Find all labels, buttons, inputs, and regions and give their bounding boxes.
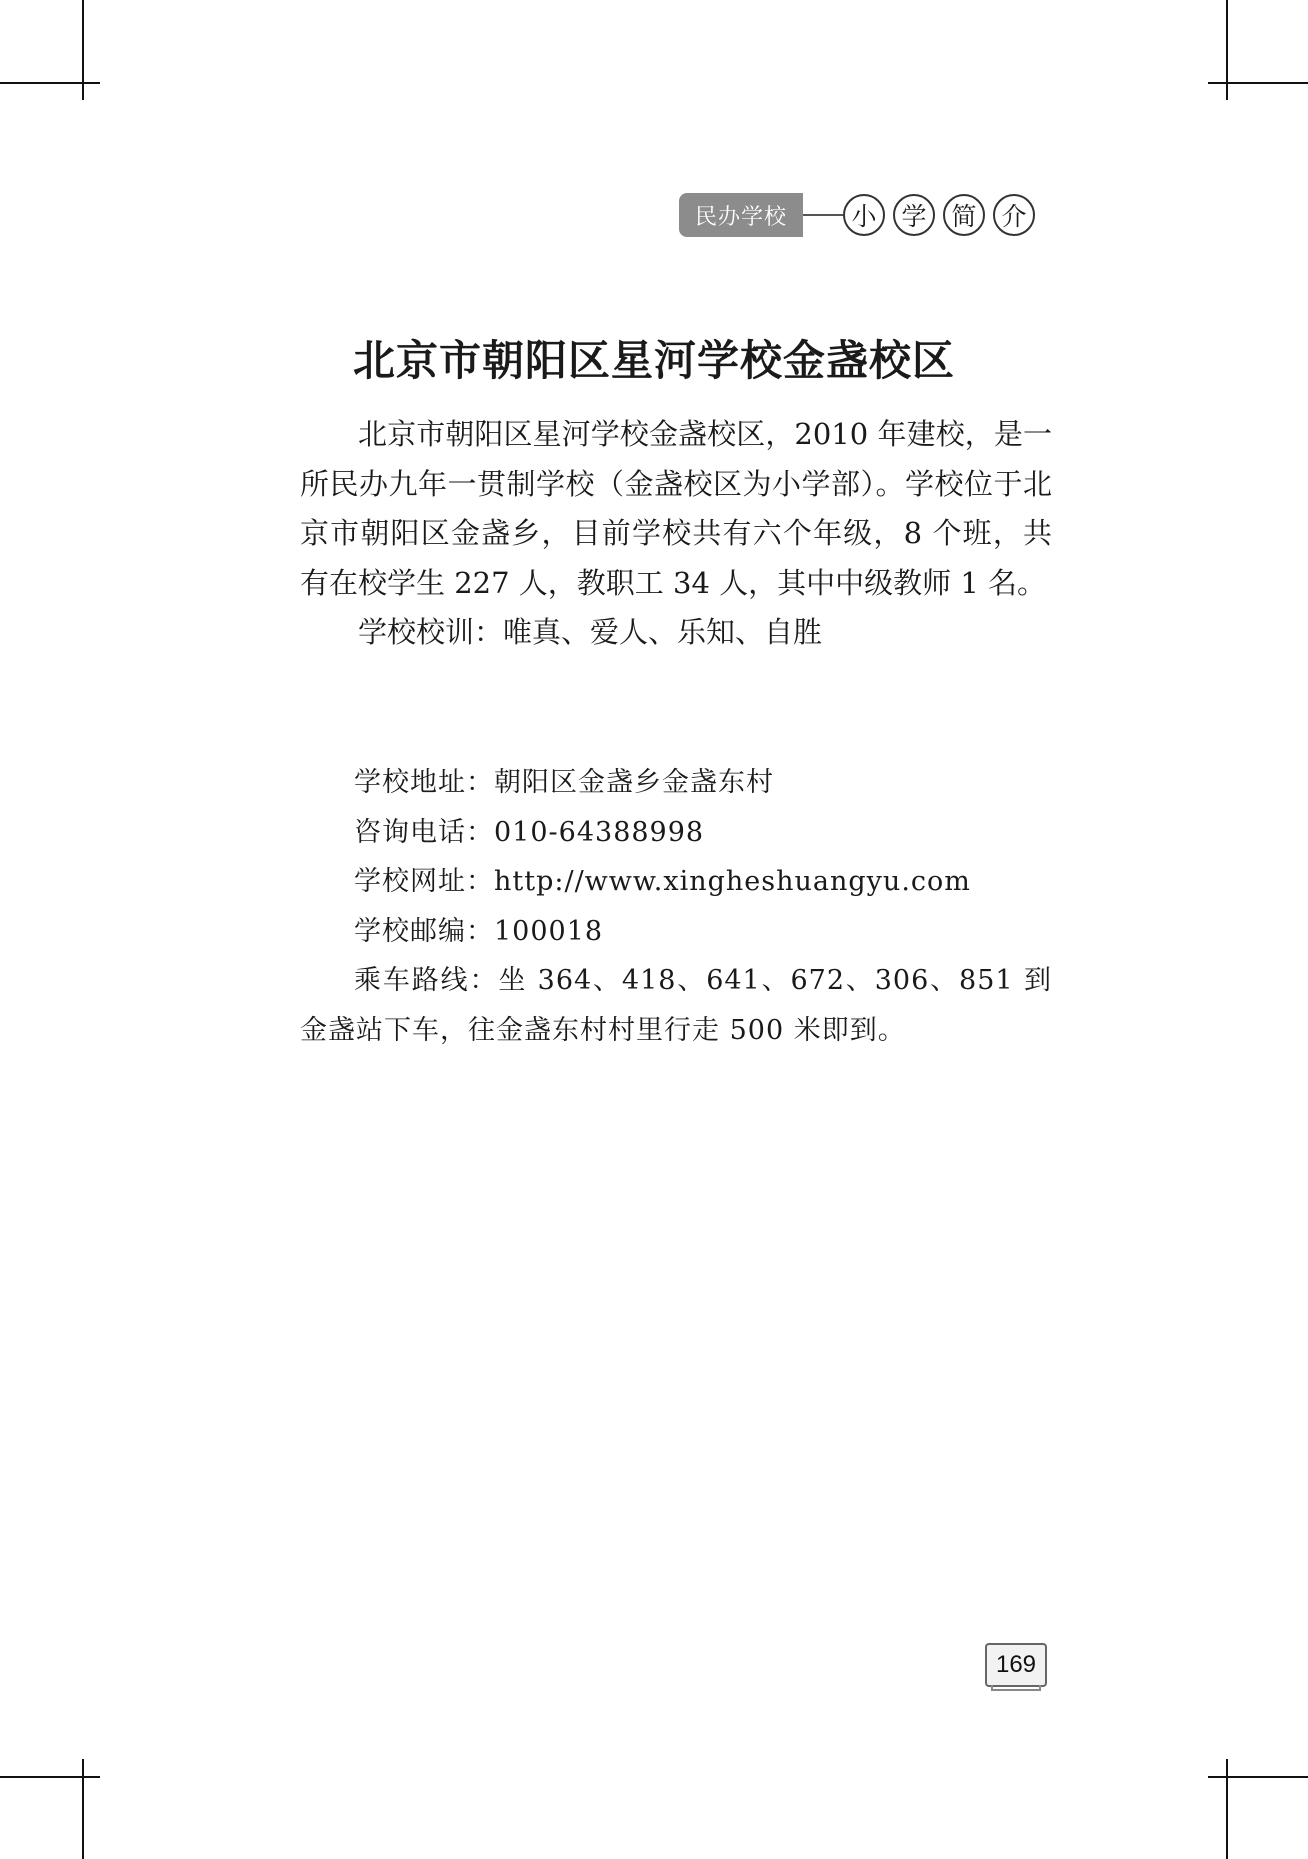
crop-mark xyxy=(1208,1776,1308,1778)
page-number: 169 xyxy=(985,1643,1047,1687)
route-line: 乘车路线：坐 364、418、641、672、306、851 到金盏站下车，往金盏东村村里行走 500 米即到。 xyxy=(300,965,1052,1046)
crop-mark xyxy=(82,1759,84,1859)
body-text xyxy=(300,410,1052,658)
website-line: 学校网址：http://www.xingheshuangyu.com xyxy=(354,866,971,897)
header-circle-char: 小 xyxy=(843,194,885,236)
postcode-line: 学校邮编：100018 xyxy=(354,915,604,947)
running-header xyxy=(679,192,1035,238)
contact-info xyxy=(300,758,1052,1055)
header-circle-char: 介 xyxy=(993,194,1035,236)
crop-mark xyxy=(82,0,84,100)
crop-mark xyxy=(1208,82,1308,84)
crop-mark xyxy=(1226,1759,1228,1859)
header-circle-char: 学 xyxy=(893,194,935,236)
section-tab: 民办学校 xyxy=(679,193,803,237)
motto-paragraph: 学校校训：唯真、爱人、乐知、自胜 xyxy=(358,615,823,649)
crop-mark xyxy=(0,82,100,84)
phone-line: 咨询电话：010-64388998 xyxy=(354,816,705,848)
page-title: 北京市朝阳区星河学校金盏校区 xyxy=(352,336,955,385)
intro-paragraph: 北京市朝阳区星河学校金盏校区，2010 年建校，是一所民办九年一贯制学校（金盏校区为小学部）。学校位于北京市朝阳区金盏乡，目前学校共有六个年级，8 个班，共有在校学生 227 人，教职工 34 人，其中中级教师 1 名。 xyxy=(300,417,1052,600)
header-circle-char: 简 xyxy=(943,194,985,236)
address-line: 学校地址：朝阳区金盏乡金盏东村 xyxy=(354,767,774,798)
crop-mark xyxy=(0,1776,100,1778)
crop-mark xyxy=(1226,0,1228,100)
header-connector xyxy=(803,214,843,216)
